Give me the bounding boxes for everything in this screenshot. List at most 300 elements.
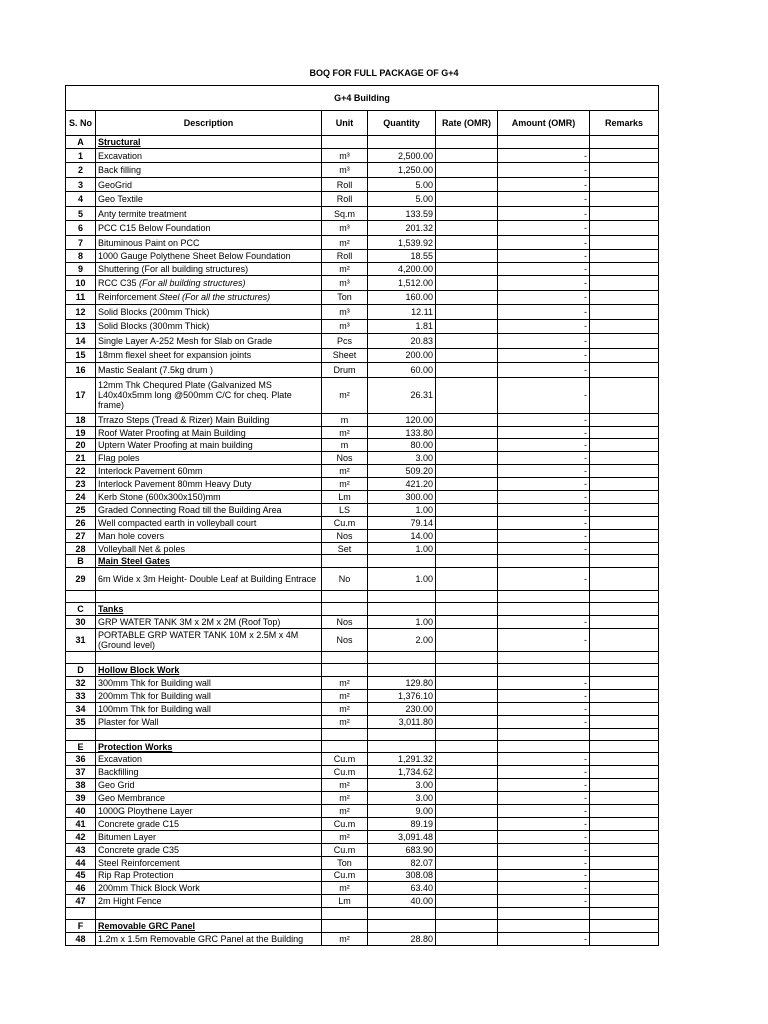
header-remarks: Remarks — [590, 111, 659, 136]
item-description: Geo Textile — [96, 192, 322, 207]
item-quantity: 82.07 — [368, 856, 436, 869]
item-rate — [436, 779, 498, 792]
blank-cell — [96, 908, 322, 920]
item-description: 200mm Thk for Building wall — [96, 689, 322, 702]
item-unit: Roll — [322, 177, 368, 192]
item-remarks — [590, 439, 659, 452]
item-description: Solid Blocks (200mm Thick) — [96, 305, 322, 320]
item-quantity: 60.00 — [368, 363, 436, 378]
item-remarks — [590, 805, 659, 818]
item-rate — [436, 817, 498, 830]
item-rate — [436, 753, 498, 766]
item-unit: m² — [322, 478, 368, 491]
item-remarks — [590, 817, 659, 830]
item-rate — [436, 263, 498, 276]
item-rate — [436, 348, 498, 363]
table-row — [66, 290, 659, 305]
item-unit: Roll — [322, 192, 368, 207]
item-number: 25 — [66, 503, 96, 516]
empty-cell — [498, 920, 590, 933]
empty-cell — [436, 603, 498, 616]
item-rate — [436, 516, 498, 529]
empty-cell — [322, 920, 368, 933]
item-rate — [436, 334, 498, 349]
item-number: 35 — [66, 715, 96, 728]
item-unit: Cu.m — [322, 516, 368, 529]
item-description: RCC C35 (For all building structures) — [96, 276, 322, 291]
item-remarks — [590, 478, 659, 491]
item-unit: Nos — [322, 616, 368, 629]
item-amount: - — [498, 779, 590, 792]
table-row — [66, 830, 659, 843]
table-row — [66, 805, 659, 818]
item-amount: - — [498, 542, 590, 555]
item-rate — [436, 689, 498, 702]
blank-cell — [322, 591, 368, 603]
item-description: Volleyball Net & poles — [96, 542, 322, 555]
blank-cell — [368, 652, 436, 664]
item-quantity: 4,200.00 — [368, 263, 436, 276]
item-remarks — [590, 334, 659, 349]
table-row — [66, 933, 659, 946]
section-row — [66, 664, 659, 677]
item-description: Concrete grade C35 — [96, 843, 322, 856]
table-row — [66, 163, 659, 178]
table-row — [66, 856, 659, 869]
item-amount: - — [498, 491, 590, 504]
item-remarks — [590, 779, 659, 792]
item-description: 12mm Thk Chequred Plate (Galvanized MS L40x40x5mm long @500mm C/C for cheq. Plate frame) — [96, 377, 322, 413]
table-row — [66, 148, 659, 163]
item-description: Bitumen Layer — [96, 830, 322, 843]
blank-cell — [498, 728, 590, 740]
item-quantity: 5.00 — [368, 192, 436, 207]
item-remarks — [590, 491, 659, 504]
empty-cell — [368, 664, 436, 677]
empty-cell — [368, 603, 436, 616]
item-remarks — [590, 702, 659, 715]
item-remarks — [590, 933, 659, 946]
blank-cell — [66, 908, 96, 920]
item-rate — [436, 426, 498, 439]
item-amount: - — [498, 305, 590, 320]
item-unit: m² — [322, 377, 368, 413]
item-unit: m² — [322, 779, 368, 792]
item-amount: - — [498, 629, 590, 652]
item-rate — [436, 221, 498, 236]
item-number: 41 — [66, 817, 96, 830]
table-row — [66, 843, 659, 856]
item-quantity: 28.80 — [368, 933, 436, 946]
item-unit: m³ — [322, 221, 368, 236]
section-row — [66, 920, 659, 933]
item-amount: - — [498, 715, 590, 728]
empty-cell — [498, 740, 590, 753]
item-remarks — [590, 235, 659, 250]
item-description: 200mm Thick Block Work — [96, 882, 322, 895]
item-remarks — [590, 290, 659, 305]
table-row — [66, 715, 659, 728]
item-quantity: 683.90 — [368, 843, 436, 856]
item-amount: - — [498, 276, 590, 291]
item-description: Solid Blocks (300mm Thick) — [96, 319, 322, 334]
item-quantity: 3.00 — [368, 452, 436, 465]
item-number: 24 — [66, 491, 96, 504]
item-amount: - — [498, 616, 590, 629]
item-number: 28 — [66, 542, 96, 555]
item-description: Uptern Water Proofing at main building — [96, 439, 322, 452]
item-rate — [436, 319, 498, 334]
item-quantity: 1.00 — [368, 503, 436, 516]
item-number: 8 — [66, 250, 96, 263]
section-letter: B — [66, 555, 96, 568]
item-description: Reinforcement Steel (For all the structures) — [96, 290, 322, 305]
item-number: 14 — [66, 334, 96, 349]
item-remarks — [590, 516, 659, 529]
item-amount: - — [498, 348, 590, 363]
item-remarks — [590, 276, 659, 291]
item-unit: m² — [322, 689, 368, 702]
item-unit: No — [322, 568, 368, 591]
item-remarks — [590, 221, 659, 236]
item-description: Roof Water Proofing at Main Building — [96, 426, 322, 439]
table-row — [66, 503, 659, 516]
section-title: Tanks — [96, 603, 322, 616]
item-rate — [436, 478, 498, 491]
item-rate — [436, 830, 498, 843]
table-row — [66, 465, 659, 478]
item-amount: - — [498, 843, 590, 856]
empty-cell — [322, 136, 368, 149]
item-amount: - — [498, 529, 590, 542]
empty-cell — [590, 920, 659, 933]
item-rate — [436, 452, 498, 465]
item-description: Single Layer A-252 Mesh for Slab on Grade — [96, 334, 322, 349]
table-row — [66, 363, 659, 378]
item-remarks — [590, 305, 659, 320]
section-letter: A — [66, 136, 96, 149]
item-description: Interlock Pavement 80mm Heavy Duty — [96, 478, 322, 491]
item-description: Shuttering (For all building structures) — [96, 263, 322, 276]
table-row — [66, 235, 659, 250]
column-header-row — [66, 111, 659, 136]
item-amount: - — [498, 503, 590, 516]
empty-cell — [322, 603, 368, 616]
item-description: 100mm Thk for Building wall — [96, 702, 322, 715]
item-rate — [436, 568, 498, 591]
item-remarks — [590, 413, 659, 426]
blank-row — [66, 652, 659, 664]
item-remarks — [590, 766, 659, 779]
item-description-note: (For all building structures) — [136, 277, 246, 288]
item-unit: m³ — [322, 276, 368, 291]
blank-cell — [322, 908, 368, 920]
table-row — [66, 250, 659, 263]
item-description: Back filling — [96, 163, 322, 178]
blank-cell — [498, 908, 590, 920]
table-row — [66, 616, 659, 629]
item-unit: m² — [322, 465, 368, 478]
item-quantity: 230.00 — [368, 702, 436, 715]
item-remarks — [590, 895, 659, 908]
item-quantity: 509.20 — [368, 465, 436, 478]
item-quantity: 2.00 — [368, 629, 436, 652]
table-row — [66, 529, 659, 542]
item-quantity: 160.00 — [368, 290, 436, 305]
item-remarks — [590, 363, 659, 378]
table-row — [66, 348, 659, 363]
item-unit: Cu.m — [322, 869, 368, 882]
item-number: 42 — [66, 830, 96, 843]
item-unit: m — [322, 413, 368, 426]
item-unit: Lm — [322, 895, 368, 908]
empty-cell — [498, 603, 590, 616]
item-remarks — [590, 616, 659, 629]
item-unit: Ton — [322, 856, 368, 869]
item-number: 9 — [66, 263, 96, 276]
item-remarks — [590, 677, 659, 690]
blank-cell — [436, 728, 498, 740]
section-letter: F — [66, 920, 96, 933]
item-rate — [436, 192, 498, 207]
item-rate — [436, 856, 498, 869]
building-header-row — [66, 86, 659, 111]
item-number: 31 — [66, 629, 96, 652]
item-unit: Cu.m — [322, 817, 368, 830]
blank-cell — [590, 591, 659, 603]
blank-cell — [436, 591, 498, 603]
section-letter: E — [66, 740, 96, 753]
empty-cell — [368, 920, 436, 933]
item-unit: Roll — [322, 250, 368, 263]
item-unit: LS — [322, 503, 368, 516]
section-row — [66, 740, 659, 753]
item-number: 10 — [66, 276, 96, 291]
table-row — [66, 439, 659, 452]
item-unit: Nos — [322, 629, 368, 652]
item-description: GRP WATER TANK 3M x 2M x 2M (Roof Top) — [96, 616, 322, 629]
item-number: 27 — [66, 529, 96, 542]
item-rate — [436, 465, 498, 478]
item-number: 44 — [66, 856, 96, 869]
item-amount: - — [498, 452, 590, 465]
empty-cell — [436, 664, 498, 677]
table-row — [66, 319, 659, 334]
item-remarks — [590, 715, 659, 728]
item-description: Concrete grade C15 — [96, 817, 322, 830]
item-rate — [436, 206, 498, 221]
item-rate — [436, 413, 498, 426]
item-unit: m³ — [322, 163, 368, 178]
item-remarks — [590, 263, 659, 276]
item-description: 1000G Ploythene Layer — [96, 805, 322, 818]
item-description: Anty termite treatment — [96, 206, 322, 221]
item-unit: m² — [322, 715, 368, 728]
item-quantity: 421.20 — [368, 478, 436, 491]
item-number: 40 — [66, 805, 96, 818]
item-amount: - — [498, 817, 590, 830]
item-remarks — [590, 250, 659, 263]
item-description: Man hole covers — [96, 529, 322, 542]
item-remarks — [590, 148, 659, 163]
item-remarks — [590, 377, 659, 413]
table-row — [66, 206, 659, 221]
item-rate — [436, 805, 498, 818]
empty-cell — [322, 664, 368, 677]
empty-cell — [322, 740, 368, 753]
item-rate — [436, 148, 498, 163]
item-description-note: Steel (For all the structures) — [159, 292, 271, 303]
table-row — [66, 192, 659, 207]
item-quantity: 3,091.48 — [368, 830, 436, 843]
item-number: 1 — [66, 148, 96, 163]
item-number: 36 — [66, 753, 96, 766]
item-quantity: 1,291.32 — [368, 753, 436, 766]
blank-cell — [590, 728, 659, 740]
item-description: PCC C15 Below Foundation — [96, 221, 322, 236]
item-quantity: 200.00 — [368, 348, 436, 363]
item-rate — [436, 290, 498, 305]
blank-cell — [96, 728, 322, 740]
item-rate — [436, 529, 498, 542]
item-quantity: 5.00 — [368, 177, 436, 192]
item-quantity: 80.00 — [368, 439, 436, 452]
table-row — [66, 305, 659, 320]
item-rate — [436, 766, 498, 779]
item-unit: Lm — [322, 491, 368, 504]
item-description: 1.2m x 1.5m Removable GRC Panel at the Building — [96, 933, 322, 946]
item-amount: - — [498, 163, 590, 178]
item-description: Steel Reinforcement — [96, 856, 322, 869]
item-quantity: 9.00 — [368, 805, 436, 818]
item-quantity: 63.40 — [368, 882, 436, 895]
item-unit: m² — [322, 426, 368, 439]
item-quantity: 133.80 — [368, 426, 436, 439]
item-quantity: 3.00 — [368, 792, 436, 805]
item-description: Excavation — [96, 753, 322, 766]
item-number: 19 — [66, 426, 96, 439]
empty-cell — [436, 136, 498, 149]
item-quantity: 1.00 — [368, 568, 436, 591]
blank-row — [66, 728, 659, 740]
table-row — [66, 895, 659, 908]
table-row — [66, 869, 659, 882]
section-title: Protection Works — [96, 740, 322, 753]
blank-cell — [66, 591, 96, 603]
table-row — [66, 221, 659, 236]
item-amount: - — [498, 689, 590, 702]
item-remarks — [590, 830, 659, 843]
item-number: 47 — [66, 895, 96, 908]
item-description: Rip Rap Protection — [96, 869, 322, 882]
item-remarks — [590, 426, 659, 439]
empty-cell — [436, 740, 498, 753]
item-amount: - — [498, 426, 590, 439]
item-quantity: 1,376.10 — [368, 689, 436, 702]
item-number: 18 — [66, 413, 96, 426]
table-row — [66, 334, 659, 349]
item-number: 34 — [66, 702, 96, 715]
item-quantity: 129.80 — [368, 677, 436, 690]
blank-cell — [66, 652, 96, 664]
empty-cell — [498, 555, 590, 568]
item-description: Interlock Pavement 60mm — [96, 465, 322, 478]
item-description: 18mm flexel sheet for expansion joints — [96, 348, 322, 363]
empty-cell — [436, 920, 498, 933]
item-rate — [436, 276, 498, 291]
item-rate — [436, 882, 498, 895]
item-quantity: 14.00 — [368, 529, 436, 542]
item-description: 6m Wide x 3m Height- Double Leaf at Building Entrace — [96, 568, 322, 591]
table-row — [66, 426, 659, 439]
item-number: 39 — [66, 792, 96, 805]
item-unit: Cu.m — [322, 753, 368, 766]
item-number: 6 — [66, 221, 96, 236]
blank-cell — [498, 591, 590, 603]
item-amount: - — [498, 263, 590, 276]
item-number: 30 — [66, 616, 96, 629]
item-unit: Cu.m — [322, 766, 368, 779]
header-amount: Amount (OMR) — [498, 111, 590, 136]
table-row — [66, 452, 659, 465]
item-description: Geo Membrance — [96, 792, 322, 805]
item-rate — [436, 792, 498, 805]
item-quantity: 201.32 — [368, 221, 436, 236]
blank-cell — [368, 591, 436, 603]
item-rate — [436, 177, 498, 192]
item-rate — [436, 677, 498, 690]
empty-cell — [498, 664, 590, 677]
item-unit: m³ — [322, 148, 368, 163]
item-quantity: 133.59 — [368, 206, 436, 221]
section-title: Structural — [96, 136, 322, 149]
blank-cell — [96, 652, 322, 664]
item-remarks — [590, 163, 659, 178]
item-unit: m³ — [322, 319, 368, 334]
item-unit: Sheet — [322, 348, 368, 363]
item-rate — [436, 439, 498, 452]
item-unit: Pcs — [322, 334, 368, 349]
header-description: Description — [96, 111, 322, 136]
section-row — [66, 136, 659, 149]
table-row — [66, 779, 659, 792]
item-remarks — [590, 869, 659, 882]
item-number: 21 — [66, 452, 96, 465]
item-unit: Nos — [322, 529, 368, 542]
item-quantity: 1.81 — [368, 319, 436, 334]
item-number: 45 — [66, 869, 96, 882]
empty-cell — [368, 555, 436, 568]
item-remarks — [590, 503, 659, 516]
item-rate — [436, 843, 498, 856]
item-amount: - — [498, 250, 590, 263]
item-number: 16 — [66, 363, 96, 378]
section-title: Hollow Block Work — [96, 664, 322, 677]
item-amount: - — [498, 702, 590, 715]
blank-cell — [436, 652, 498, 664]
section-title: Main Steel Gates — [96, 555, 322, 568]
boq-table-body — [66, 86, 659, 946]
item-amount: - — [498, 290, 590, 305]
item-number: 37 — [66, 766, 96, 779]
item-remarks — [590, 542, 659, 555]
item-amount: - — [498, 677, 590, 690]
item-rate — [436, 715, 498, 728]
table-row — [66, 377, 659, 413]
empty-cell — [590, 664, 659, 677]
item-description: Geo Grid — [96, 779, 322, 792]
item-rate — [436, 377, 498, 413]
